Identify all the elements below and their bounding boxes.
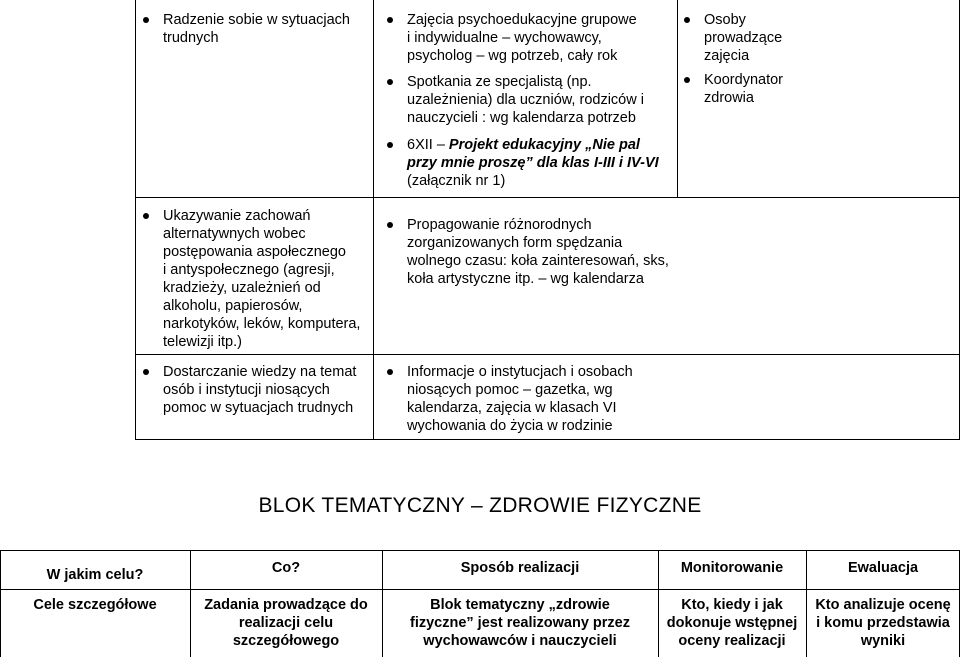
- lower-table-border-top: [0, 550, 960, 551]
- header-evaluation: Ewaluacja: [847, 560, 919, 576]
- header-method: Sposób realizacji: [460, 560, 580, 576]
- header-what: Co?: [271, 560, 301, 576]
- subheader-who-assesses: Kto, kiedy i jak dokonuje wstępnej oceny realizacji: [666, 597, 798, 649]
- goal-coping-difficult-situations: Radzenie sobie w sytuacjach trudnych: [141, 11, 371, 47]
- lower-table-row-divider: [0, 589, 960, 590]
- people-conducting-classes: Osoby prowadzące zajęcia: [682, 11, 957, 65]
- subheader-block-realization: Blok tematyczny „zdrowie fizyczne” jest realizowany przez wychowawców i nauczycieli: [410, 597, 630, 649]
- subheader-who-analyzes: Kto analizuje ocenę i komu przedstawia wyniki: [815, 597, 951, 649]
- activity-specialist-meetings: Spotkania ze specjalistą (np. uzależnienia) dla uczniów, rodziców i nauczycieli : wg kalendarza potrzeb: [385, 73, 675, 127]
- activity-leisure-promotion: Propagowanie różnorodnych zorganizowanych form spędzania wolnego czasu: koła zainteresowań, sks, koła artystyczne itp. – wg kalendarza: [385, 216, 685, 288]
- section-title: BLOK TEMATYCZNY – ZDROWIE FIZYCZNE: [258, 494, 702, 517]
- upper-table-row-divider-2: [135, 354, 960, 355]
- upper-table-row-divider-1: [135, 197, 960, 198]
- upper-table-border-bottom: [135, 439, 960, 440]
- upper-table-divider-2: [677, 0, 678, 197]
- subheader-tasks: Zadania prowadzące do realizacji celu szczegółowego: [204, 597, 368, 649]
- activity-psychoeducation: Zajęcia psychoedukacyjne grupowe i indywidualne – wychowawcy, psycholog – wg potrzeb, cały rok: [385, 11, 675, 65]
- upper-table-divider-1: [373, 0, 374, 440]
- subheader-specific-goals: Cele szczegółowe: [33, 597, 157, 613]
- goal-help-institutions-knowledge: Dostarczanie wiedzy na temat osób i instytucji niosących pomoc w sytuacjach trudnych: [141, 363, 373, 417]
- health-coordinator: Koordynator zdrowia: [682, 71, 957, 107]
- activity-institution-information: Informacje o instytucjach i osobach niosących pomoc – gazetka, wg kalendarza, zajęcia w klasach VI wychowania do życia w rodzinie: [385, 363, 685, 435]
- upper-table-border-left: [135, 0, 136, 440]
- header-monitoring: Monitorowanie: [680, 560, 784, 576]
- goal-alternative-behaviors: Ukazywanie zachowań alternatywnych wobec postępowania aspołecznego i antyspołecznego (agresji, kradzieży, uzależnień od alkoholu, papierosów, narkotyków, leków, komputera, telewizji itp.): [141, 207, 373, 351]
- header-purpose: W jakim celu?: [46, 567, 144, 583]
- activity-project-no-smoking: 6XII – Projekt edukacyjny „Nie pal przy mnie proszę” dla klas I-III i IV-VI (załącznik nr 1): [385, 136, 675, 190]
